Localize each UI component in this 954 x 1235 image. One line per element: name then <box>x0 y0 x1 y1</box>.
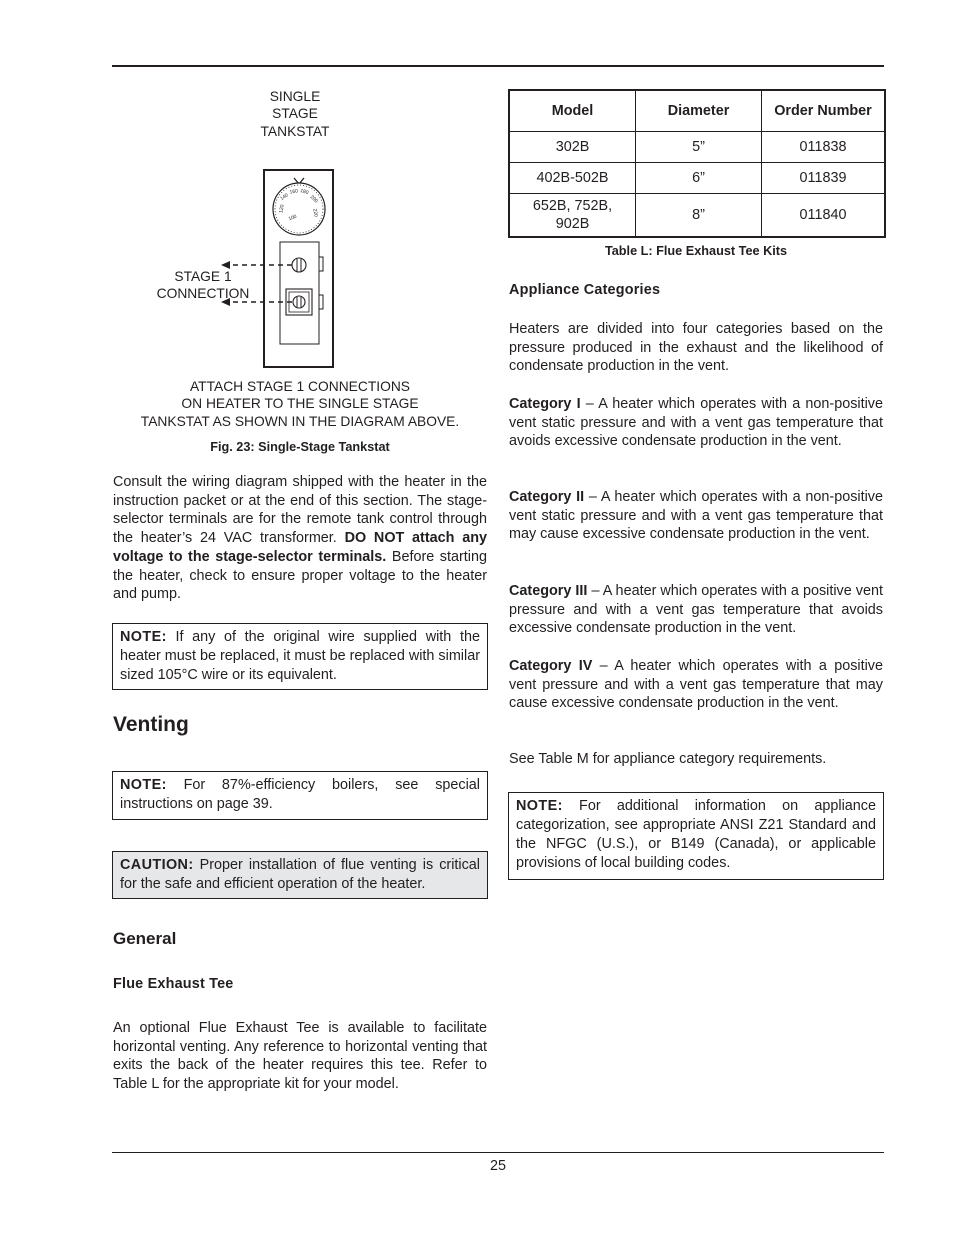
top-label-line-2: STAGE <box>272 106 318 122</box>
table-caption: Table L: Flue Exhaust Tee Kits <box>604 244 788 258</box>
cell-model: 402B-502B <box>509 162 636 193</box>
stage1-connection-label <box>148 268 258 303</box>
note-text: If any of the original wire supplied with the heater must be replaced, it must be replaced with similar sized 105°C wire or its equivalent. <box>120 629 480 683</box>
table-header-model: Model <box>509 90 636 131</box>
flue-exhaust-paragraph: An optional Flue Exhaust Tee is available to facilitate horizontal venting. Any reference to horizontal venting that exits the back of the heater requires this tee. Refer to Table L for the appropriate kit for your model. <box>113 1020 487 1093</box>
category-label: Category I <box>509 396 581 412</box>
dial-mark: 220 <box>311 208 319 218</box>
screw-terminal-1 <box>292 258 306 272</box>
note-line-1: ATTACH STAGE 1 CONNECTIONS <box>189 379 410 394</box>
caution-flue-venting <box>112 851 488 899</box>
wiring-warning: DO NOT attach any voltage to the stage-selector terminals. <box>113 530 487 565</box>
cell-model: 302B <box>509 131 636 162</box>
bottom-rule <box>112 1152 884 1153</box>
dial-mark: 160 <box>289 188 299 196</box>
category-ii <box>509 488 883 544</box>
page-number: 25 <box>489 1158 506 1174</box>
table-header-order-number: Order Number <box>762 90 886 131</box>
dial-mark: 140 <box>279 192 290 203</box>
top-label-line-3: TANKSTAT <box>260 123 330 139</box>
note-tag: NOTE: <box>516 798 563 814</box>
top-label-line-1: SINGLE <box>269 89 321 104</box>
table-header-diameter: Diameter <box>636 90 762 131</box>
table-row <box>509 162 885 193</box>
wiring-paragraph <box>113 473 487 604</box>
note-line-3: TANKSTAT AS SHOWN IN THE DIAGRAM ABOVE. <box>140 413 460 429</box>
dial-mark: 100 <box>287 213 298 223</box>
note-tag: NOTE: <box>120 777 167 793</box>
category-text: – A heater which operates with a non-positive vent static pressure and with a vent gas temperature that may cause excessive condensate production in the vent. <box>509 489 883 543</box>
caution-text: Proper installation of flue venting is critical for the safe and efficient operation of the heater. <box>120 857 480 892</box>
note-line-2: ON HEATER TO THE SINGLE STAGE <box>181 396 419 412</box>
table-row <box>509 193 885 237</box>
side-label-line-2: CONNECTION <box>156 286 250 302</box>
category-label: Category II <box>509 489 585 505</box>
see-table-m: See Table M for appliance category requirements. <box>509 751 827 767</box>
top-rule <box>112 65 884 67</box>
figure-instruction-note <box>112 378 488 430</box>
cell-diameter: 5” <box>636 131 762 162</box>
category-text: – A heater which operates with a positive vent pressure and with a vent gas temperature that may cause excessive condensate production in the vent. <box>509 658 883 712</box>
note-efficiency-boilers <box>112 771 488 820</box>
wiring-text-b: Before starting the heater, check to ensure proper voltage to the heater and pump. <box>113 548 487 603</box>
note-text: For 87%-efficiency boilers, see special instructions on page 39. <box>120 777 480 812</box>
side-label-line-1: STAGE 1 <box>174 269 232 284</box>
wiring-text-a: Consult the wiring diagram shipped with the heater in the instruction packet or at the end of this section. The stage-selector terminals are for the remote tank control through the heater’s 24 VAC transformer. <box>113 474 487 547</box>
flue-exhaust-tee-kits-table <box>508 89 886 238</box>
cell-order: 011838 <box>762 131 886 162</box>
category-label: Category IV <box>509 658 593 674</box>
category-iv <box>509 657 883 713</box>
cell-order: 011840 <box>762 193 886 237</box>
general-heading: General <box>113 929 177 948</box>
dial-mark: 120 <box>278 204 286 214</box>
flue-exhaust-tee-heading: Flue Exhaust Tee <box>113 976 234 992</box>
figure-caption: Fig. 23: Single-Stage Tankstat <box>210 440 390 454</box>
dial-mark: 180 <box>299 188 310 197</box>
table-row <box>509 131 885 162</box>
cell-order: 011839 <box>762 162 886 193</box>
appliance-categories-heading: Appliance Categories <box>509 282 661 298</box>
cell-diameter: 8” <box>636 193 762 237</box>
categories-intro: Heaters are divided into four categories based on the pressure produced in the exhaust and the likelihood of condensate production in the vent. <box>509 321 883 375</box>
cell-diameter: 6” <box>636 162 762 193</box>
caution-tag: CAUTION: <box>120 857 194 873</box>
category-text: – A heater which operates with a non-positive vent static pressure and with a vent gas temperature that avoids excessive condensate production in the vent. <box>509 396 883 450</box>
note-text: For additional information on appliance categorization, see appropriate ANSI Z21 Standard and the NFGC (U.S.), or B149 (Canada), or applicable provisions of local building codes. <box>516 798 876 871</box>
category-iii <box>509 582 883 638</box>
dial-mark: 200 <box>308 194 319 205</box>
figure-top-label <box>240 88 350 140</box>
category-i <box>509 395 883 451</box>
note-tag: NOTE: <box>120 629 167 645</box>
category-text: – A heater which operates with a positive vent pressure and with a vent gas temperature that avoids excessive condensate production in the vent. <box>509 583 883 637</box>
venting-heading: Venting <box>113 713 189 736</box>
cell-model: 652B, 752B, 902B <box>509 193 636 237</box>
note-appliance-categorization <box>508 792 884 880</box>
screw-terminal-2 <box>293 296 305 308</box>
category-label: Category III <box>509 583 588 599</box>
note-wire-replacement <box>112 623 488 690</box>
